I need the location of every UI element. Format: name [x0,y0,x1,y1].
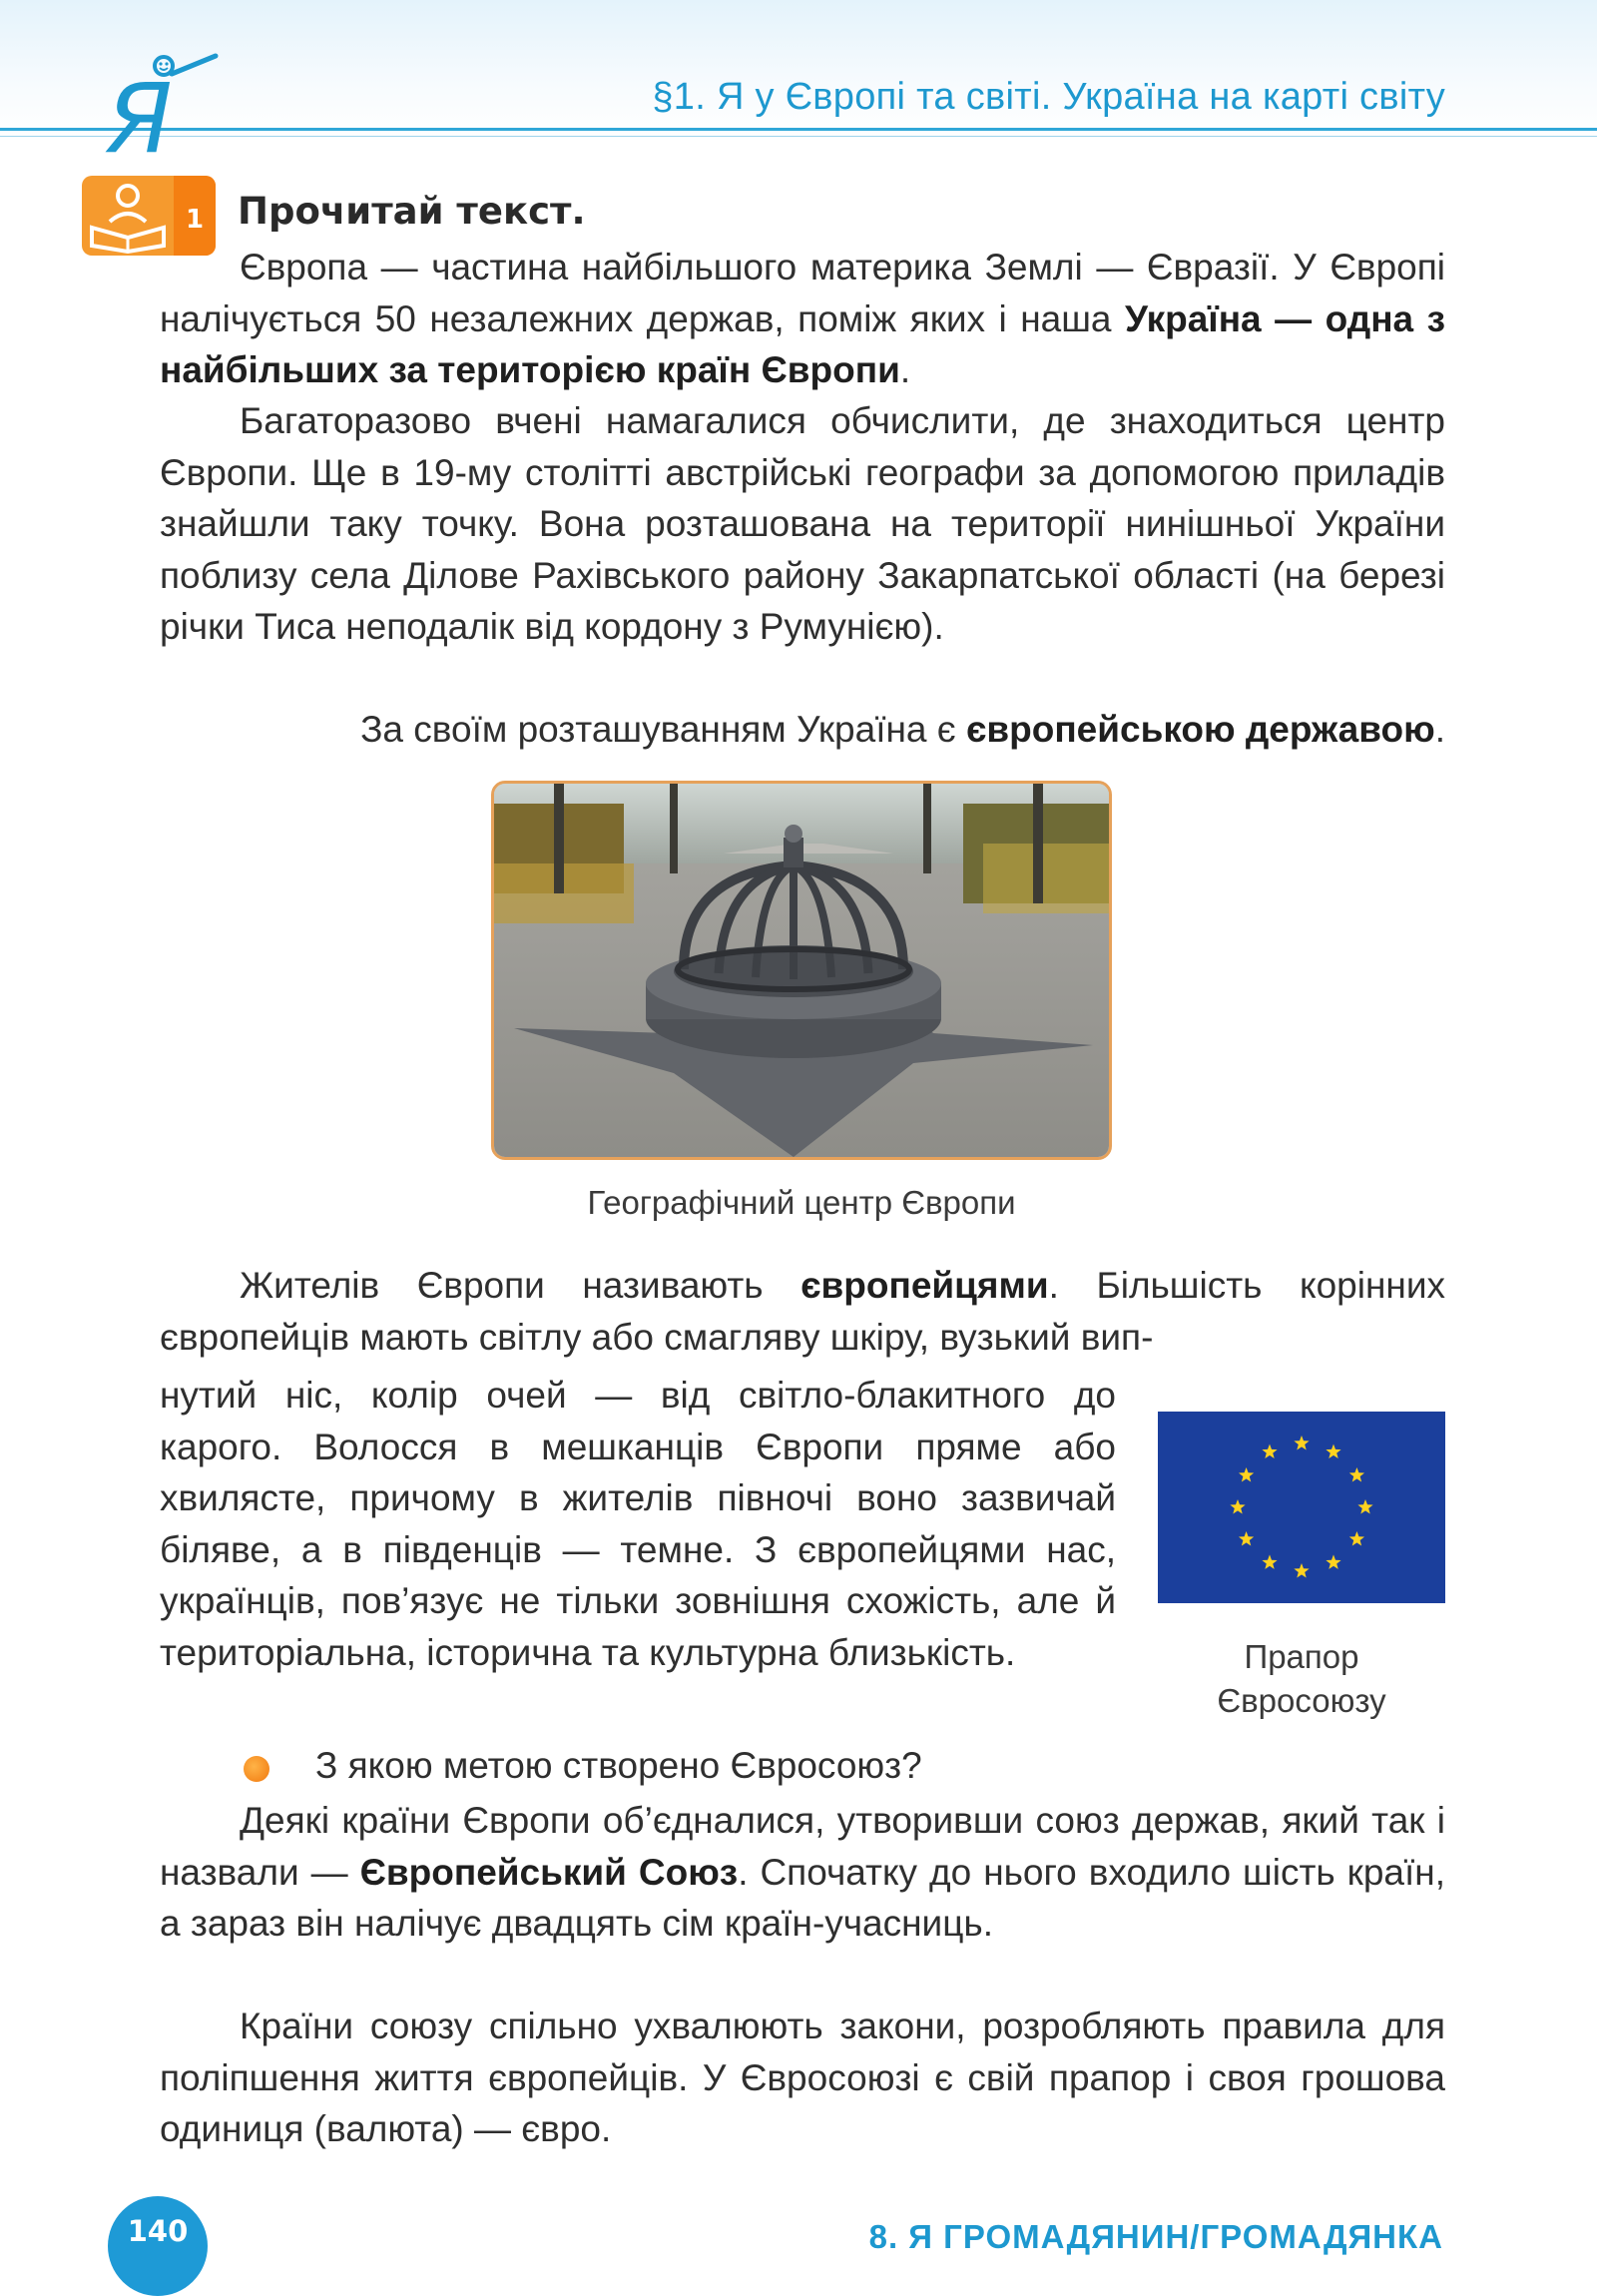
bold-ukraine-largest: Україна — одна з найбільших за територією країн Європи [160,297,1445,390]
task-title: Прочитай текст. [238,190,586,233]
section-title: §1. Я у Європі та світі. Україна на карті світу [652,76,1445,118]
flag-caption-line1: Прапор [1244,1638,1359,1675]
header-divider-thin [0,136,1597,137]
photo-caption: Географічний центр Європи [587,1184,1016,1221]
bold-european-state: європейською державою [965,709,1435,750]
paragraph-europeans-continued [160,1370,1116,1678]
bold-european-union: Європейський Союз [359,1851,739,1893]
header-divider [0,128,1597,131]
chapter-title: 8. Я ГРОМАДЯНИН/ГРОМАДЯНКА [868,2218,1443,2255]
header-band [0,0,1597,140]
flag-caption [1158,1635,1445,1723]
page-number: 140 [108,2196,208,2296]
paragraph-european-state: За своїм розташуванням Україна є європейською державою. [360,709,1445,750]
flag-caption-line2: Євросоюзу [1217,1682,1386,1719]
paragraph-europeans-intro: Жителів Європи називають європейцями. Більшість корінних європейців мають світлу або смагляву шкіру, вузький вип- [160,1265,1445,1358]
ya-logo-icon [98,48,228,166]
question-text: З якою метою створено Євросоюз? [315,1745,922,1786]
task-number: 1 [185,205,205,235]
eu-flag [1158,1412,1445,1603]
paragraph-eu-creation: Деякі країни Європи об’єдналися, утворивши союз держав, який так і назвали — Європейський Союз. Спочатку до нього входило шість країн, а зараз він налічує двадцять сім країн-учасниць. [160,1800,1445,1944]
paragraph-center-of-europe: Багаторазово вчені намагалися обчислити, де знаходиться центр Європи. Ще в 19-му столітті австрійські географи за допомогою приладів знайшли таку точку. Вона розташована на території нинішньої України поблизу села Ділове Рахівського району Закарпатської області (на березі річки Тиса неподалік від кордону з Румунією). [160,400,1445,647]
bold-europeans: європейцями [800,1265,1049,1306]
paragraph-europe-intro: Європа — частина найбільшого материка Землі — Євразії. У Європі налічується 50 незалежних держав, поміж яких і наша Україна — одна з найбільших за територією країн Європи. [160,247,1445,390]
europeans-first-lines: . Більшість корінних європейців мають світлу або смагляву шкіру, вузький вип- [160,1265,1445,1358]
geographic-center-photo [491,781,1112,1160]
question-line [240,1745,922,1787]
paragraph-eu-laws: Країни союзу спільно ухвалюють закони, розробляють правила для поліпшення життя європейців. У Євросоюзі є свій прапор і своя грошова одиниця (валюта) — євро. [160,2006,1445,2149]
europeans-continued-text: нутий ніс, колір очей — від світло-блакитного до карого. Волосся в мешканців Європи пряме або хвилясте, причому в жителів півночі воно зазвичай біляве, а в південців — темне. З європейцями нас, українців, пов’язує не тільки зовнішня схожість, але й територіальна, історична та культурна близькість. [160,1375,1116,1673]
ya-logo-letter: Я [106,63,173,166]
